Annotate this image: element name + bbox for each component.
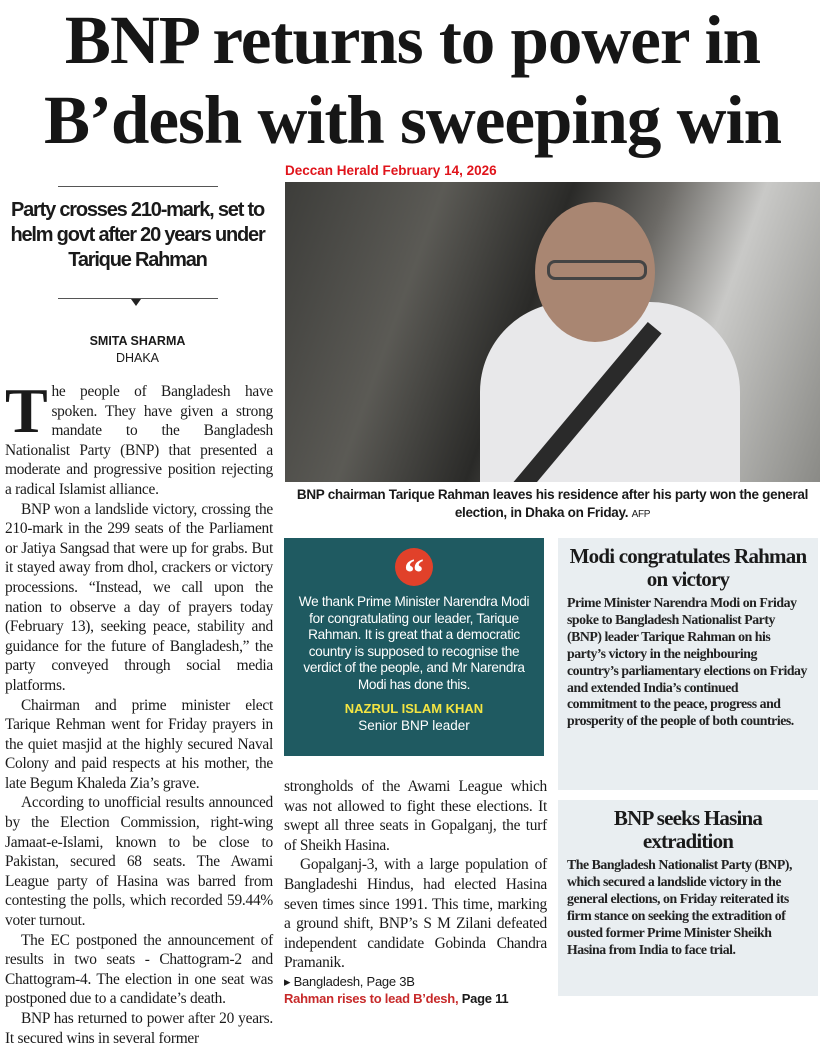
source-label: Deccan Herald February 14, 2026 [285, 163, 497, 178]
headline-line-1: BNP returns to power in [64, 2, 761, 78]
quote-speaker: NAZRUL ISLAM KHAN [344, 701, 484, 716]
photo-credit: AFP [631, 509, 651, 520]
sidebar-text: Prime Minister Narendra Modi on Friday spoke to Bangladesh Nationalist Party (BNP) leader Tarique Rahman on his party’s victory in the neighbouring country’s parliamentary elections on Friday and extended India’s continued commitment to the peace, progress and prosperity of the people of both countries. [567, 595, 807, 729]
sidebar-title: BNP seeks Hasina extradition [613, 806, 763, 853]
article-column-1 [5, 375, 273, 1048]
paragraph: BNP has returned to power after 20 years. It secured wins in several former [5, 1010, 273, 1047]
sidebar-modi-congratulates [558, 538, 818, 790]
subheadline: Party crosses 210-mark, set to helm govt after 20 years under Tarique Rahman [10, 199, 265, 271]
byline-author: SMITA SHARMA [89, 334, 186, 348]
quote-text: We thank Prime Minister Narendra Modi for congratulating our leader, Tarique Rahman. It is great that a democratic country is supposed to recognise the verdict of the people, and Mr Narendra Modi has done this. [298, 594, 530, 692]
jump-link-rahman[interactable]: Rahman rises to lead B’desh, Page 11 [284, 990, 509, 1006]
quote-speaker-role: Senior BNP leader [358, 718, 470, 733]
sidebar-title: Modi congratulates Rahman on victory [569, 544, 807, 591]
photo-caption: BNP chairman Tarique Rahman leaves his residence after his party won the general election, in Dhaka on Friday. AFP [296, 487, 809, 520]
pull-quote-box [284, 538, 544, 756]
paragraph: he people of Bangladesh have spoken. They have given a strong mandate to the Bangladesh Nationalist Party (BNP) that presented a moderate and progressive position rejecting a radical Islamist alliance. [5, 383, 273, 498]
sidebar-hasina-extradition [558, 800, 818, 996]
paragraph: Gopalganj-3, with a large population of Bangladeshi Hindus, had elected Hasina seven times since 1991. This time, marking a ground shift, BNP’s S M Zilani defeated independent candidate Gobinda Chandra Pramanik. [284, 856, 547, 972]
paragraph: strongholds of the Awami League which was not allowed to fight these elections. It swept all three seats in Gopalganj, the turf of Sheikh Hasina. [284, 778, 547, 854]
headline-line-2: B’desh with sweeping win [43, 82, 782, 158]
divider [58, 186, 218, 187]
article-column-2 [284, 777, 547, 1007]
sidebar-text: The Bangladesh Nationalist Party (BNP), which secured a landslide victory in the general elections, on Friday reiterated its firm stance on seeking the extradition of ousted former Prime Minister Sheikh Hasina from India to face trial. [567, 857, 793, 957]
quote-icon: “ [395, 548, 433, 586]
drop-cap: T [5, 375, 48, 446]
paragraph: According to unofficial results announced by the Election Commission, right-wing Jamaat-e-Islami, known to be close to Pakistan, secured 68 seats. The Awami League party of Hasina was barred from contesting the polls, which recorded 59.44% voter turnout. [5, 794, 273, 930]
paragraph: BNP won a landslide victory, crossing the 210-mark in the 299 seats of the Parliament or Jatiya Sangsad that were up for grabs. But it stayed away from dhol, crackers or victory processions. “Instead, we call upon the nation to observe a day of prayers today (February 13), seeking peace, stability and guidance for the future of Bangladesh,” the party conveyed through social media platforms. [5, 500, 273, 694]
paragraph: Chairman and prime minister elect Tarique Rehman went for Friday prayers in the quiet masjid at the highly secured Naval Colony and paid respects at his mother, the late Begum Khaleda Zia’s grave. [5, 696, 273, 792]
paragraph: The EC postponed the announcement of results in two seats - Chattogram-2 and Chattogram-4. The election in one seat was postponed due to a candidate’s death. [5, 931, 273, 1008]
news-photo [285, 182, 820, 482]
byline-place: DHAKA [115, 351, 160, 365]
jump-link-bangladesh[interactable]: ▸ Bangladesh, Page 3B [284, 973, 415, 989]
triangle-down-icon [131, 299, 141, 306]
